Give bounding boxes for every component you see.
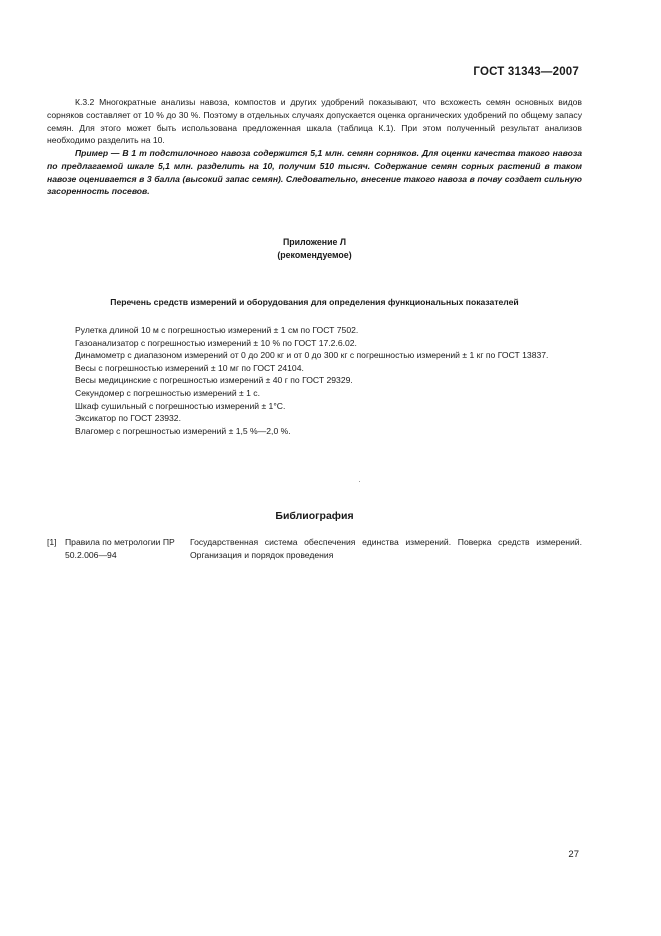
appendix-subtitle: (рекомендуемое) — [277, 250, 352, 260]
example-text: Пример — В 1 т подстилочного навоза содержится 5,1 млн. семян сорняков. Для оценки качества такого навоза по предлагаемой шкале 5,1 млн. разделить на 10, получим 510 тысяч. Содержание семян сорных растений в таком навозе оценивается в 3 балла (высокий запас семян). Следовательно, внесение такого навоза в почву создает сильную засоренность посевов. — [47, 148, 582, 197]
list-item: Влагомер с погрешностью измерений ± 1,5 %—2,0 %. — [75, 425, 291, 436]
appendix-title: Приложение Л — [282, 237, 347, 247]
standard-id-header: ГОСТ 31343—2007 — [473, 66, 579, 78]
bibliography-entry-number: [1] — [47, 537, 57, 547]
example-block — [47, 147, 582, 198]
bibliography-title: Библиография — [275, 510, 354, 522]
clause-text: К.3.2 Многократные анализы навоза, компостов и других удобрений показывают, что всхожесть семян основных видов сорняков составляет от 10 % до 30 %. Поэтому в отдельных случаях допускается оценка органических удобрений по общему запасу семян. Для этого может быть использована предложенная шкала (таблица К.1). При этом полученный результат анализов необходимо разделить на 10. — [47, 97, 582, 146]
list-item: Секундомер с погрешностью измерений ± 1 с. — [75, 387, 260, 398]
list-item: Динамометр с диапазоном измерений от 0 до 200 кг и от 0 до 300 кг с погрешностью измерений ± 1 кг по ГОСТ 13837. — [75, 350, 549, 361]
equipment-list — [47, 324, 582, 437]
page-number: 27 — [568, 849, 579, 860]
stray-dot — [359, 481, 360, 482]
list-item: Рулетка длиной 10 м с погрешностью измерений ± 1 см по ГОСТ 7502. — [75, 325, 359, 335]
bibliography-entry-description: Государственная система обеспечения единства измерений. Поверка средств измерений. Организация и порядок проведения — [190, 537, 582, 560]
bibliography-entry-source: Правила по метрологии ПР 50.2.006—94 — [65, 537, 175, 560]
list-item: Весы с погрешностью измерений ± 10 мг по ГОСТ 24104. — [75, 362, 304, 373]
list-item: Эксикатор по ГОСТ 23932. — [75, 413, 181, 424]
list-item: Весы медицинские с погрешностью измерений ± 40 г по ГОСТ 29329. — [75, 375, 353, 386]
list-item: Шкаф сушильный с погрешностью измерений ± 1°С. — [75, 400, 286, 411]
clause-k-3-2 — [47, 96, 582, 147]
equipment-list-heading: Перечень средств измерений и оборудования для определения функциональных показателей — [110, 297, 519, 307]
appendix-heading — [47, 236, 582, 262]
list-item: Газоанализатор с погрешностью измерений ± 10 % по ГОСТ 17.2.6.02. — [75, 337, 357, 348]
